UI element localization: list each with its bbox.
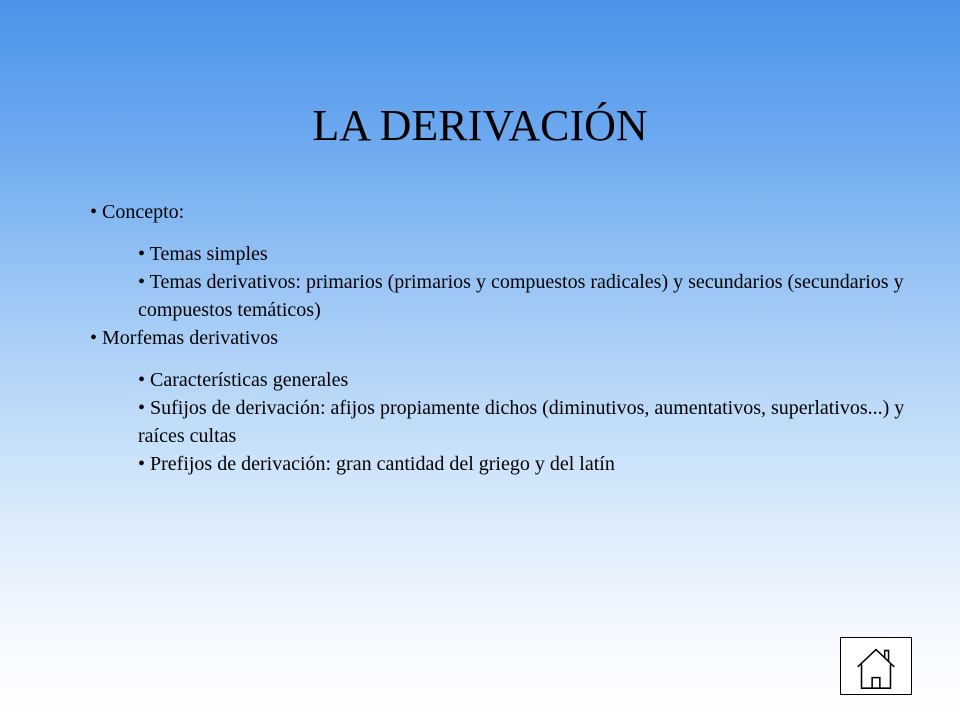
bullet-temas-derivativos: • Temas derivativos: primarios (primarios y compuestos radicales) y secundarios (secundarios y compuestos temáticos) (138, 271, 904, 321)
slide-title: LA DERIVACIÓN (312, 101, 648, 150)
bullet-list (90, 198, 910, 478)
home-button[interactable] (840, 637, 912, 695)
bullet-prefijos-derivacion: • Prefijos de derivación: gran cantidad del griego y del latín (138, 453, 615, 475)
bullet-caracteristicas-generales: • Características generales (138, 369, 349, 391)
home-icon (841, 638, 911, 694)
bullet-concepto: • Concepto: (90, 201, 185, 223)
bullet-morfemas-derivativos: • Morfemas derivativos (90, 327, 279, 349)
bullet-sufijos-derivacion: • Sufijos de derivación: afijos propiamente dichos (diminutivos, aumentativos, superlativos...) y raíces cultas (138, 397, 905, 447)
bullet-temas-simples: • Temas simples (138, 243, 268, 265)
